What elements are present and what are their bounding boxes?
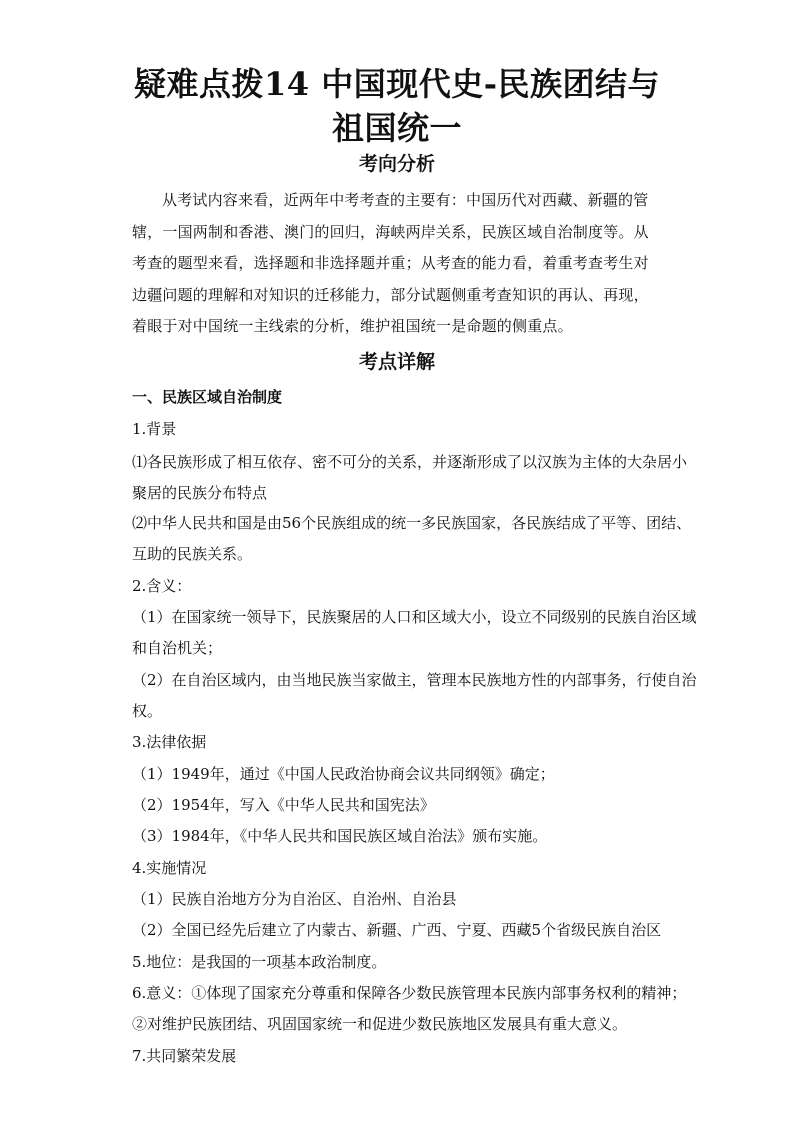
detail-line: 1.背景 [132,420,177,438]
subsection-heading: 一、民族区域自治制度 [132,388,283,406]
detail-line: 4.实施情况 [132,859,207,877]
detail-line: （3）1984年，《中华人民共和国民族区域自治法》颁布实施。 [132,827,548,845]
document-title-line-1: 疑难点拨14 中国现代史-民族团结与 [134,65,660,103]
analysis-paragraph: 从考试内容来看，近两年中考考查的主要有：中国历代对西藏、新疆的管辖，一国两制和香港、澳门的回归，海峡两岸关系，民族区域自治制度等。从考查的题型来看，选择题和非选择题并重；从考查的能力看，着重考查考生对边疆问题的理解和对知识的迁移能力，部分试题侧重考查知识的再认、再现，着眼于对中国统一主线索的分析，维护祖国统一是命题的侧重点。 [132,191,649,335]
detail-line: （1）民族自治地方分为自治区、自治州、自治县 [132,890,457,908]
section-heading-details: 考点详解 [358,351,435,373]
detail-line: ⑴各民族形成了相互依存、密不可分的关系，并逐渐形成了以汉族为主体的大杂居小 [132,453,688,471]
detail-line: 和自治机关； [132,639,223,657]
section-heading-analysis: 考向分析 [358,153,435,175]
detail-line: 7.共同繁荣发展 [132,1047,237,1065]
detail-line: 2.含义： [132,577,192,595]
detail-line: 权。 [132,702,163,720]
detail-line: 互助的民族关系。 [132,545,253,563]
detail-line: ②对维护民族团结、巩固国家统一和促进少数民族地区发展具有重大意义。 [132,1015,628,1033]
detail-line: 5.地位：是我国的一项基本政治制度。 [132,953,387,971]
detail-line: （1）在国家统一领导下，民族聚居的人口和区域大小，设立不同级别的民族自治区域 [132,608,697,626]
document-title-line-2: 祖国统一 [331,109,462,147]
detail-line: 聚居的民族分布特点 [132,484,268,502]
detail-line: （1）1949年，通过《中国人民政治协商会议共同纲领》确定； [132,765,555,783]
detail-line: （2）全国已经先后建立了内蒙古、新疆、广西、宁夏、西藏5个省级民族自治区 [132,921,662,939]
detail-line: ⑵中华人民共和国是由56个民族组成的统一多民族国家，各民族结成了平等、团结、 [132,514,692,532]
detail-line: （2）1954年，写入《中华人民共和国宪法》 [132,796,435,814]
detail-line: （2）在自治区域内，由当地民族当家做主，管理本民族地方性的内部事务，行使自治 [132,671,697,689]
detail-line: 3.法律依据 [132,733,207,751]
detail-line: 6.意义：①体现了国家充分尊重和保障各少数民族管理本民族内部事务权利的精神； [132,984,687,1002]
